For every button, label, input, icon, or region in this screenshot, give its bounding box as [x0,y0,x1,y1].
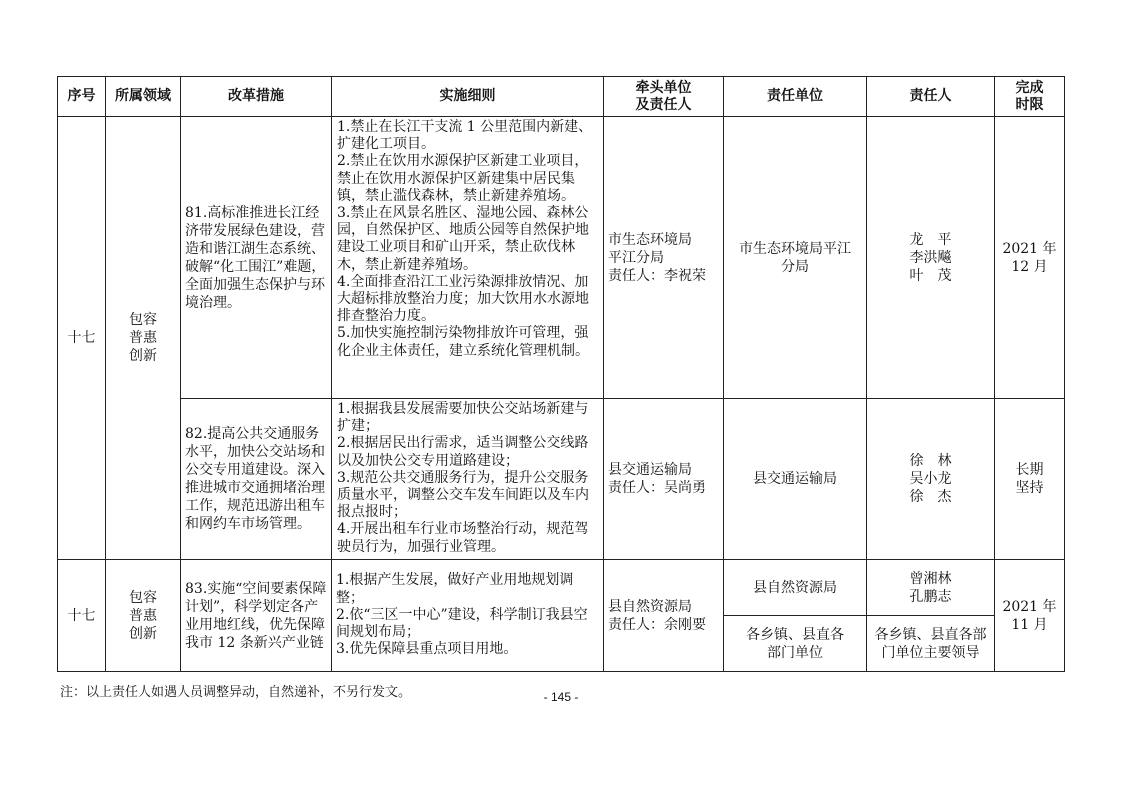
table-row [58,117,1065,399]
row-number: 十七 [58,560,106,672]
header-detail: 实施细则 [332,77,604,117]
responsible-person: 龙 平 李洪飚 叶 茂 [867,117,995,399]
row-field: 包容 普惠 创新 [106,117,181,560]
responsible-person: 各乡镇、县直各部 门单位主要领导 [867,616,995,672]
table-row [58,560,1065,616]
header-person: 责任人 [867,77,995,117]
table-row [58,399,1065,560]
implementation-detail: 1.根据我县发展需要加快公交站场新建与扩建； 2.根据居民出行需求，适当调整公交线路以及加快公交专用道路建设； 3.规范公共交通服务行为，提升公交服务质量水平，调整公交车发车间距以及车内报点报时； 4.开展出租车行业市场整治行动，规范驾驶员行为，加强行业管理。 [332,399,604,560]
footnote: 注：以上责任人如遇人员调整异动，自然递补，不另行发文。 [60,685,412,700]
deadline: 长期 坚持 [995,399,1065,560]
header-unit: 责任单位 [724,77,867,117]
implementation-detail: 1.禁止在长江干支流 1 公里范围内新建、扩建化工项目。 2.禁止在饮用水源保护区新建工业项目，禁止在饮用水源保护区新建集中居民集镇，禁止滥伐森林，禁止新建养殖场。 3.禁止在风景名胜区、湿地公园、森林公园，自然保护区、地质公园等自然保护地建设工业项目和矿山开采，禁止砍伐林木，禁止新建养殖场。 4.全面排查沿江工业污染源排放情况、加大超标排放整治力度；加大饮用水水源地排查整治力度。 5.加快实施控制污染物排放许可管理，强化企业主体责任，建立系统化管理机制。 [332,117,604,399]
reform-measure: 81.高标准推进长江经济带发展绿色建设，营造和谐江湖生态系统、破解“化工围江”难题，全面加强生态保护与环境治理。 [181,117,332,399]
reform-measure: 83.实施“空间要素保障计划”，科学划定各产业用地红线，优先保障我市 12 条新兴产业链 [181,560,332,672]
header-field: 所属领域 [106,77,181,117]
responsible-person: 徐 林 吴小龙 徐 杰 [867,399,995,560]
table-header-row [58,77,1065,117]
responsible-unit: 市生态环境局平江 分局 [724,117,867,399]
deadline: 2021 年 11 月 [995,560,1065,672]
lead-unit: 市生态环境局 平江分局 责任人：李祝荣 [604,117,724,399]
reform-measure: 82.提高公共交通服务水平，加快公交站场和公交专用道建设。深入推进城市交通拥堵治理工作，规范迅游出租车和网约车市场管理。 [181,399,332,560]
responsible-unit: 县交通运输局 [724,399,867,560]
reform-measures-table [57,76,1065,672]
lead-unit: 县交通运输局 责任人：吴尚勇 [604,399,724,560]
responsible-unit: 县自然资源局 [724,560,867,616]
header-deadline: 完成 时限 [995,77,1065,117]
row-field: 包容 普惠 创新 [106,560,181,672]
deadline: 2021 年 12 月 [995,117,1065,399]
row-number: 十七 [58,117,106,560]
responsible-unit: 各乡镇、县直各 部门单位 [724,616,867,672]
implementation-detail: 1.根据产生发展，做好产业用地规划调整； 2.依“三区一中心”建设，科学制订我县空间规划布局； 3.优先保障县重点项目用地。 [332,560,604,672]
header-no: 序号 [58,77,106,117]
responsible-person: 曾湘林 孔鹏志 [867,560,995,616]
header-measure: 改革措施 [181,77,332,117]
page-number: - 145 - [543,690,579,704]
lead-unit: 县自然资源局 责任人：余刚要 [604,560,724,672]
header-lead: 牵头单位 及责任人 [604,77,724,117]
